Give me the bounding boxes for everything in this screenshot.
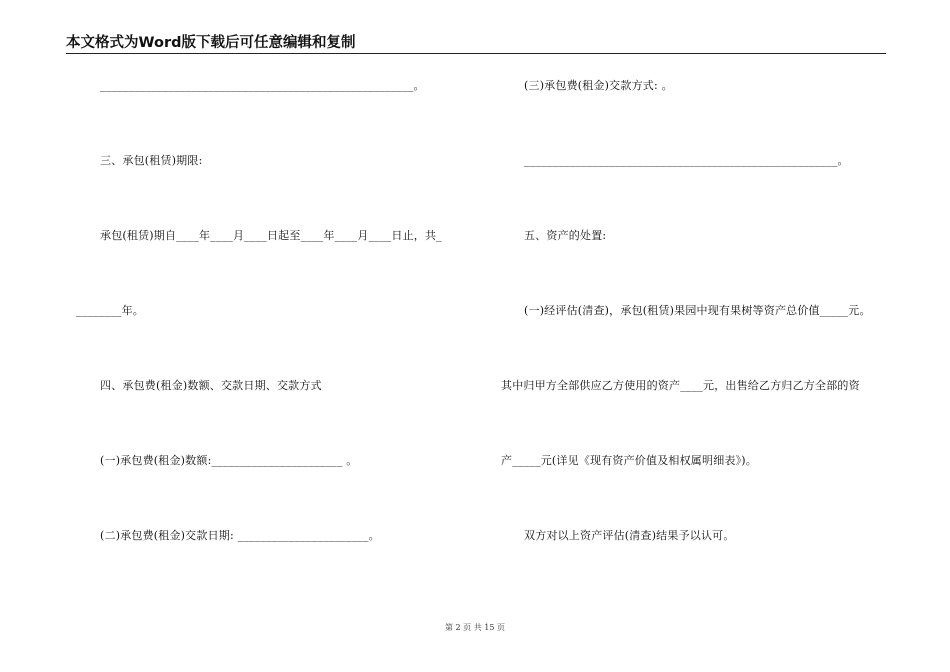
asset-valuation-line: (一)经评估(清查)，承包(租赁)果园中现有果树等资产总价值_____元。: [524, 304, 871, 317]
lease-period-line: 承包(租赁)期自____年____月____日起至____年____月____日止，共_: [100, 229, 442, 242]
rent-amount-line: (一)承包费(租金)数额:_______________________ 。: [100, 454, 358, 467]
section-four-heading: 四、承包费(租金)数额、交款日期、交款方式: [100, 379, 322, 392]
lease-period-years: ________年。: [76, 304, 144, 317]
right-blank-line: _______________________________________________________。: [524, 154, 849, 167]
page-footer: 第 2 页 共 15 页: [445, 623, 505, 632]
section-five-heading: 五、资产的处置:: [524, 229, 607, 242]
rent-payment-date-line: (二)承包费(租金)交款日期: _______________________。: [100, 529, 380, 542]
header-rule: [66, 53, 886, 54]
rent-payment-method-line: (三)承包费(租金)交款方式: 。: [524, 79, 673, 92]
section-three-heading: 三、承包(租赁)期限:: [100, 154, 203, 167]
page-header-title: 本文格式为Word版下载后可任意编辑和复制: [66, 35, 356, 51]
asset-agreement-line: 双方对以上资产评估(清查)结果予以认可。: [524, 529, 735, 542]
left-blank-line: _______________________________________________________。: [100, 79, 425, 92]
asset-sold-line: 产_____元(详见《现有资产价值及相权属明细表》)。: [501, 454, 757, 467]
asset-allocation-line: 其中归甲方全部供应乙方使用的资产____元，出售给乙方归乙方全部的资: [501, 379, 860, 392]
